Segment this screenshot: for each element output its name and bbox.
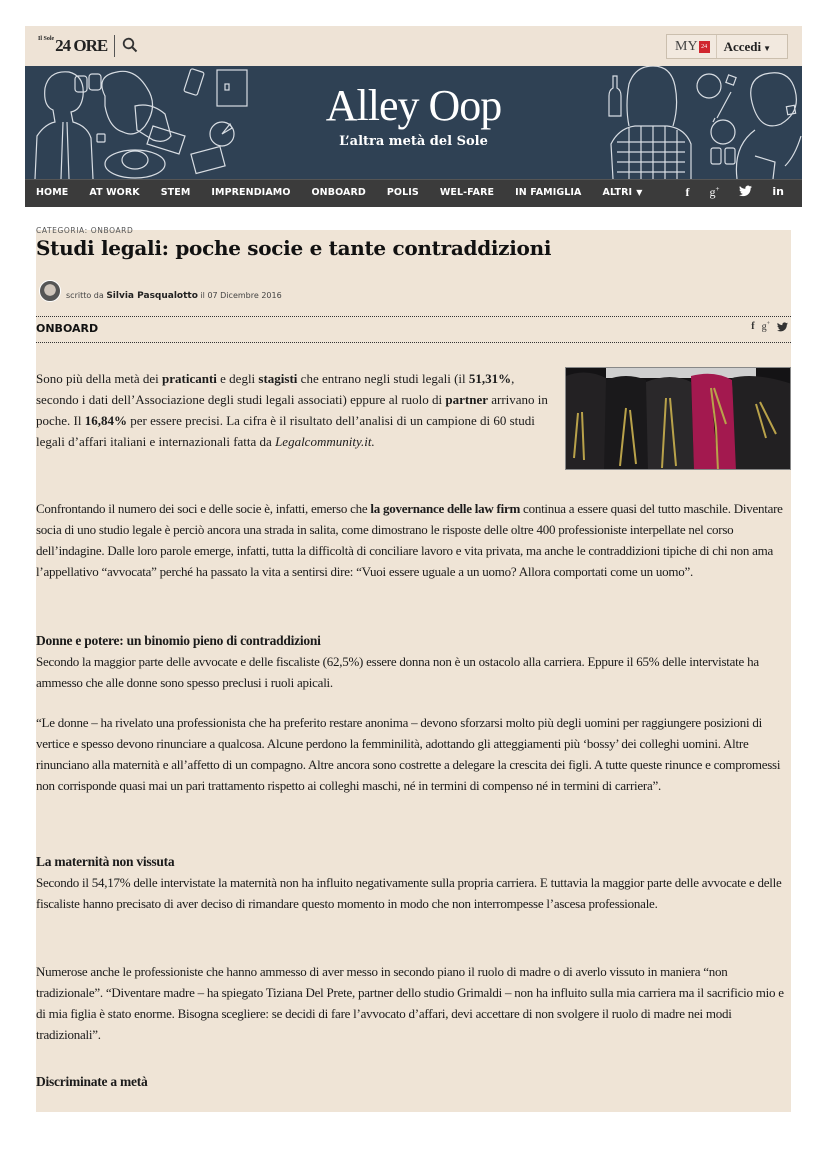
nav-item-polis[interactable]: POLIS	[386, 187, 419, 198]
logo-prefix: Il Sole	[38, 36, 55, 42]
text: , secondo i dati dell’Associazione degli studi legali associati) eppure al ruolo di	[36, 371, 515, 407]
bold-text: praticanti	[162, 371, 217, 386]
legalcommunity-link[interactable]: Legalcommunity.it.	[275, 434, 375, 449]
lawyers-robes-image-icon	[566, 368, 791, 470]
my24-button[interactable]	[667, 35, 717, 58]
login-box	[666, 34, 788, 59]
bold-text: la governance delle law firm	[370, 501, 521, 516]
bold-text: 51,31%	[468, 371, 512, 386]
author-link[interactable]: Silvia Pasqualotto	[106, 291, 198, 301]
byline-prefix: scritto da	[66, 291, 104, 300]
text: Sono più della metà dei	[36, 371, 163, 386]
nav-item-imprendiamo[interactable]: IMPRENDIAMO	[211, 187, 291, 198]
nav-item-at-work[interactable]: AT WORK	[89, 187, 140, 198]
text: che entrano negli studi legali (il	[297, 371, 469, 386]
site-title[interactable]: Alley Oop	[325, 81, 502, 130]
twitter-icon[interactable]	[739, 185, 752, 197]
share-twitter-icon[interactable]	[777, 322, 788, 332]
bold-text: partner	[445, 392, 488, 407]
article-paragraph-1	[36, 368, 556, 452]
site-banner	[25, 66, 802, 179]
article-paragraph-2	[36, 498, 791, 582]
nav-social	[685, 185, 784, 200]
nav-item-stem[interactable]: STEM	[160, 187, 191, 198]
top-bar	[25, 26, 802, 66]
my24-badge-icon: 24	[699, 41, 710, 53]
nav-item-in-famiglia[interactable]: IN FAMIGLIA	[515, 187, 582, 198]
my-label: MY	[675, 38, 698, 54]
text: arrivano in poche. Il	[36, 392, 548, 428]
logo-text: 24 ORE	[55, 36, 108, 55]
text: Confrontando il numero dei soci e delle socie è, infatti, emerso che	[36, 501, 371, 516]
facebook-icon[interactable]: f	[685, 185, 690, 199]
caret-down-icon: ▼	[763, 43, 772, 53]
nav-item-altri-label: ALTRI	[602, 187, 633, 198]
article-image[interactable]	[565, 367, 791, 470]
article-paragraph-6: Numerose anche le professioniste che hanno ammesso di aver messo in secondo piano il ruolo di madre o di averlo vissuto in maniera “non tradizionale”. “Diventare madre – ha spiegato Tiziana Del Prete, partner dello studio Grimaldi – non ha influito sulla mia carriera ma il sacrificio mio e di mia figlia è stato enorme. Bisogna scegliere: se decidi di fare l’avvocato d’affari, devi accettare di non svolgere il ruolo di madre nei modi tradizionali”.	[36, 964, 784, 1042]
text: e degli	[216, 371, 259, 386]
linkedin-icon[interactable]: in	[772, 185, 784, 198]
byline	[66, 291, 282, 301]
publish-date: il 07 Dicembre 2016	[200, 291, 282, 300]
nav-item-wel-fare[interactable]: WEL-FARE	[439, 187, 495, 198]
subheading: Discriminate a metà	[36, 1074, 148, 1089]
banner-right-illustration-icon	[605, 66, 802, 179]
main-nav	[25, 179, 802, 207]
divider-bottom	[36, 342, 791, 343]
bold-text: 16,84%	[84, 413, 127, 428]
nav-item-home[interactable]: HOME	[36, 187, 69, 198]
sole24ore-logo[interactable]	[38, 36, 107, 56]
article-paragraph-5: Secondo il 54,17% delle intervistate la maternità non ha influito negativamente sulla propria carriera. E tuttavia la maggior parte delle avvocate e delle fiscaliste hanno precisato di aver deciso di rimandare questo momento in modo che non interrompesse l’ascesa professionale.	[36, 875, 782, 911]
share-bar	[751, 321, 788, 332]
subheading: Donne e potere: un binomio pieno di contraddizioni	[36, 633, 321, 648]
login-label: Accedi	[723, 38, 762, 54]
article-section-3	[36, 1071, 791, 1092]
article-section-2	[36, 851, 791, 914]
divider-top	[36, 316, 791, 317]
section-label[interactable]: ONBOARD	[36, 322, 99, 335]
divider	[114, 35, 115, 57]
article-title: Studi legali: poche socie e tante contraddizioni	[36, 236, 552, 260]
author-avatar[interactable]	[39, 280, 61, 302]
category-label[interactable]: CATEGORIA: ONBOARD	[36, 226, 134, 235]
nav-menu	[36, 187, 663, 198]
text: continua a essere quasi del tutto maschile. Diventare socia di uno studio legale è perciò ancora una strada in salita, come dimostrano le risposte delle oltre 400 professioniste interpellate nel corso dell’indagine. Dalle loro parole emerge, infatti, tutta la difficoltà di conciliare lavoro e vita privata, ma anche le contraddizioni tipiche di chi non ama l’appellativo “avvocata” perché ha passato la vita a sentirsi dire: “Vuoi essere uguale a un uomo? Allora comportati come un uomo”.	[36, 501, 783, 579]
login-button[interactable]	[717, 39, 771, 55]
google-plus-icon[interactable]: g+	[709, 185, 720, 199]
share-facebook-icon[interactable]: f	[751, 321, 755, 332]
share-google-plus-icon[interactable]: g+	[761, 321, 770, 333]
caret-down-icon: ▼	[636, 188, 643, 197]
article-paragraph-3: Secondo la maggior parte delle avvocate e delle fiscaliste (62,5%) essere donna non è un ostacolo alla carriera. Eppure il 65% delle intervistate ha ammesso che alle donne sono spesso preclusi i ruoli apicali.	[36, 654, 759, 690]
article-section-1	[36, 630, 791, 693]
search-icon[interactable]	[122, 37, 138, 53]
article-paragraph-4: “Le donne – ha rivelato una professionista che ha preferito restare anonima – devono sforzarsi molto più degli uomini per raggiungere posizioni di vertice e spesso devono rinunciare a qualcosa. Alcune perdono la femminilità, adottando gli atteggiamenti più ‘bossy’ dei colleghi uomini. Altre rinunciano alla maternità e all’affetto di un compagno. Altre ancora sono costrette a delegare la crescita dei figli. A tutte queste rinunce e compromessi non corrisponde quasi mai un pari trattamento rispetto ai colleghi maschi, né in termini di compenso né in termini di carriera”.	[36, 715, 781, 793]
nav-item-altri[interactable]	[603, 187, 643, 198]
subheading: La maternità non vissuta	[36, 854, 175, 869]
nav-item-onboard[interactable]: ONBOARD	[311, 187, 366, 198]
bold-text: stagisti	[258, 371, 298, 386]
site-subtitle: L’altra metà del Sole	[339, 134, 488, 149]
text: per essere precisi. La cifra è il risultato dell’analisi di un campione di 60 studi legali d’affari italiani e internazionali fatta da	[36, 413, 535, 449]
